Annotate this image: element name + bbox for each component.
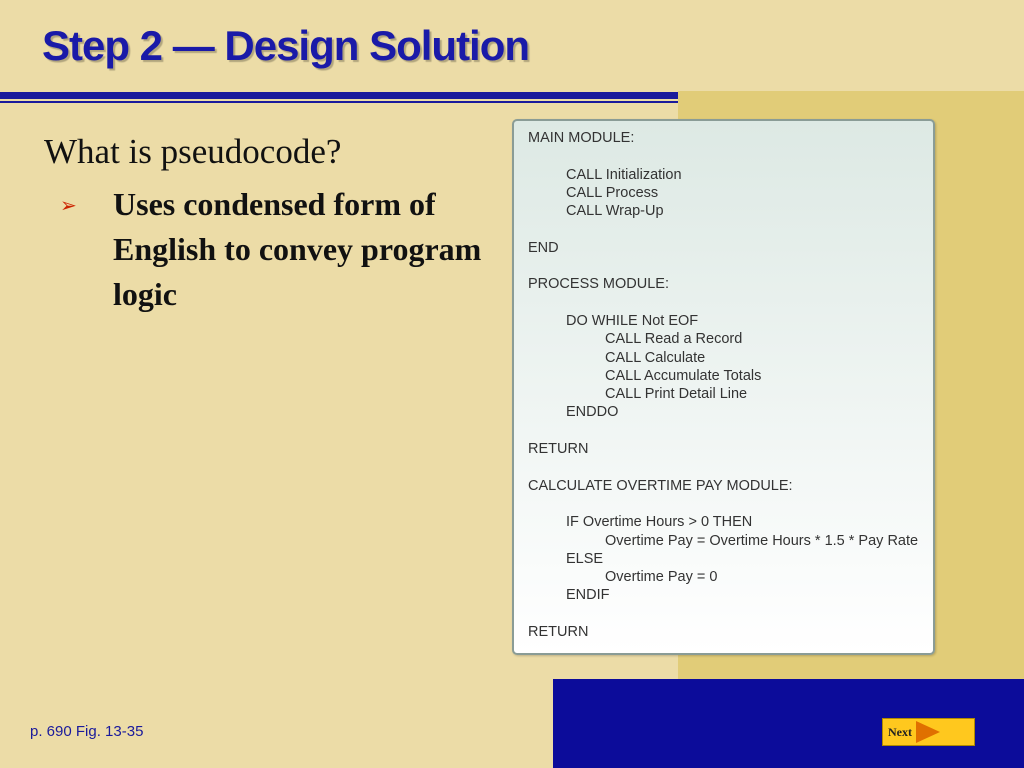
pseudocode-line: CALL Process — [566, 184, 659, 201]
next-button[interactable] — [882, 718, 975, 746]
pseudocode-figure — [512, 119, 935, 655]
pseudocode-line — [528, 220, 918, 238]
pseudocode-line — [528, 495, 918, 513]
pseudocode-line: Overtime Pay = 0 — [605, 569, 718, 586]
pseudocode-line: Overtime Pay = Overtime Hours * 1.5 * Pay Rate — [605, 532, 919, 549]
bullet-text: Uses condensed form of English to convey program logic — [113, 186, 482, 312]
pseudocode-lines — [528, 129, 918, 641]
pseudocode-line: ENDDO — [566, 404, 619, 421]
pseudocode-line: ELSE — [566, 550, 604, 567]
pseudocode-line: RETURN — [528, 441, 589, 458]
pseudocode-line — [528, 422, 918, 440]
next-button-label: Next — [888, 725, 912, 739]
pseudocode-line: DO WHILE Not EOF — [566, 312, 699, 329]
pseudocode-line: CALL Print Detail Line — [605, 386, 748, 403]
next-arrow-icon — [916, 721, 940, 743]
pseudocode-line: CALL Calculate — [605, 349, 706, 366]
slide-heading: What is pseudocode? — [44, 132, 342, 171]
pseudocode-line: PROCESS MODULE: — [528, 276, 669, 293]
pseudocode-line — [528, 458, 918, 476]
title-underline-thin — [0, 101, 678, 103]
pseudocode-line — [528, 257, 918, 275]
pseudocode-line: END — [528, 239, 559, 256]
slide-title: Step 2 — Design Solution — [42, 22, 530, 69]
pseudocode-line: ENDIF — [566, 587, 610, 604]
pseudocode-line: IF Overtime Hours > 0 THEN — [566, 514, 753, 531]
pseudocode-line: CALL Read a Record — [605, 331, 743, 348]
page-reference: p. 690 Fig. 13-35 — [30, 723, 144, 740]
pseudocode-line: CALCULATE OVERTIME PAY MODULE: — [528, 477, 793, 494]
pseudocode-line — [528, 147, 918, 165]
pseudocode-line: CALL Accumulate Totals — [605, 367, 762, 384]
pseudocode-line: MAIN MODULE: — [528, 130, 635, 146]
pseudocode-line: CALL Initialization — [566, 166, 682, 183]
title-underline-thick — [0, 92, 678, 99]
arrow-right-icon: ➢ — [60, 193, 77, 217]
pseudocode-line — [528, 294, 918, 312]
pseudocode-line: CALL Wrap-Up — [566, 203, 664, 220]
pseudocode-line: RETURN — [528, 624, 589, 641]
pseudocode-line — [528, 605, 918, 623]
